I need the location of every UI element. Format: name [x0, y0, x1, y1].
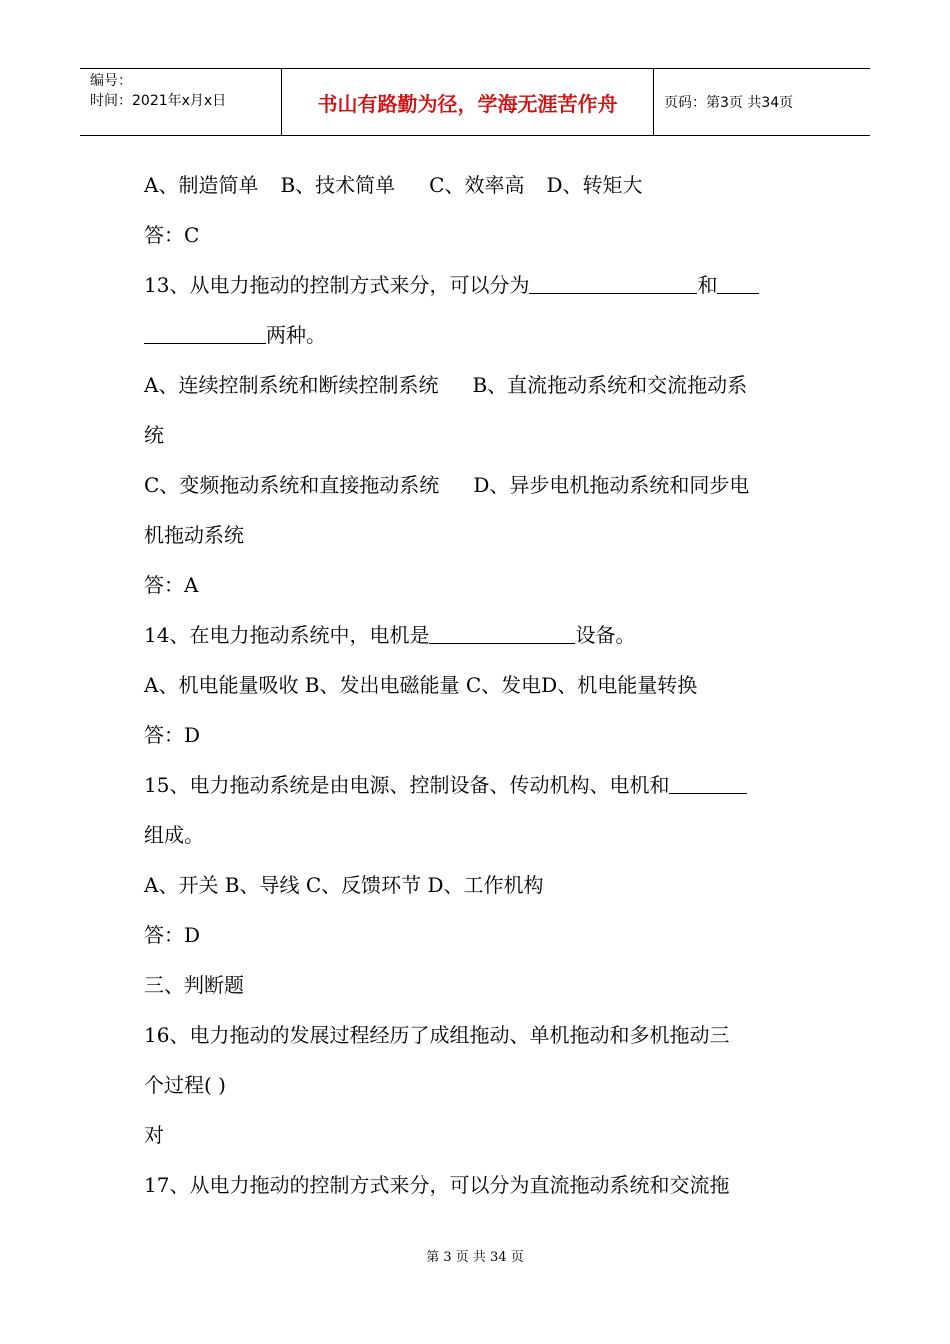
- answer-line: 答：D: [144, 723, 201, 747]
- time-label: 时间：2021年x月x日: [90, 93, 227, 109]
- options-line: 统: [144, 423, 164, 447]
- options-line: A、连续控制系统和断续控制系统 B、直流拖动系统和交流拖动系: [144, 373, 748, 397]
- options-line: A、开关 B、导线 C、反馈环节 D、工作机构: [144, 873, 544, 897]
- answer-line: 答：A: [144, 573, 199, 597]
- document-body: [144, 160, 808, 1210]
- options-line: C、变频拖动系统和直接拖动系统 D、异步电机拖动系统和同步电: [144, 473, 750, 497]
- option-c: C、效率高: [429, 173, 525, 197]
- header-page-info: 页码：第3页 共34页: [664, 95, 794, 111]
- page-header: [80, 68, 870, 136]
- blank: [529, 265, 697, 294]
- question-line: 个过程( ): [144, 1073, 226, 1097]
- options-line: 机拖动系统: [144, 523, 244, 547]
- question-line: 14、在电力拖动系统中，电机是 设备。: [144, 610, 808, 660]
- blank: [717, 265, 759, 294]
- answer-line: 答：D: [144, 923, 201, 947]
- header-meta: [80, 69, 282, 135]
- options-line: [144, 160, 808, 210]
- question-line: 16、电力拖动的发展过程经历了成组拖动、单机拖动和多机拖动三: [144, 1023, 730, 1047]
- serial-label: 编号：: [90, 73, 132, 89]
- option-a: A、制造简单: [144, 173, 259, 197]
- question-line: 两种。: [144, 310, 808, 360]
- header-motto: 书山有路勤为径，学海无涯苦作舟: [282, 69, 654, 135]
- option-d: D、转矩大: [546, 173, 643, 197]
- blank: [144, 315, 266, 344]
- page-footer: 第 3 页 共 34 页: [426, 1250, 524, 1265]
- blank: [429, 615, 575, 644]
- answer-line: 答：C: [144, 223, 200, 247]
- options-line: A、机电能量吸收 B、发出电磁能量 C、发电D、机电能量转换: [144, 673, 698, 697]
- option-b: B、技术简单: [280, 173, 396, 197]
- section-heading: 三、判断题: [144, 973, 244, 997]
- blank: [669, 765, 747, 794]
- question-line: 15、电力拖动系统是由电源、控制设备、传动机构、电机和: [144, 760, 808, 810]
- answer-line: 对: [144, 1123, 164, 1147]
- question-line: 17、从电力拖动的控制方式来分，可以分为直流拖动系统和交流拖: [144, 1173, 730, 1197]
- question-line: 13、从电力拖动的控制方式来分，可以分为 和: [144, 260, 808, 310]
- question-line: 组成。: [144, 823, 204, 847]
